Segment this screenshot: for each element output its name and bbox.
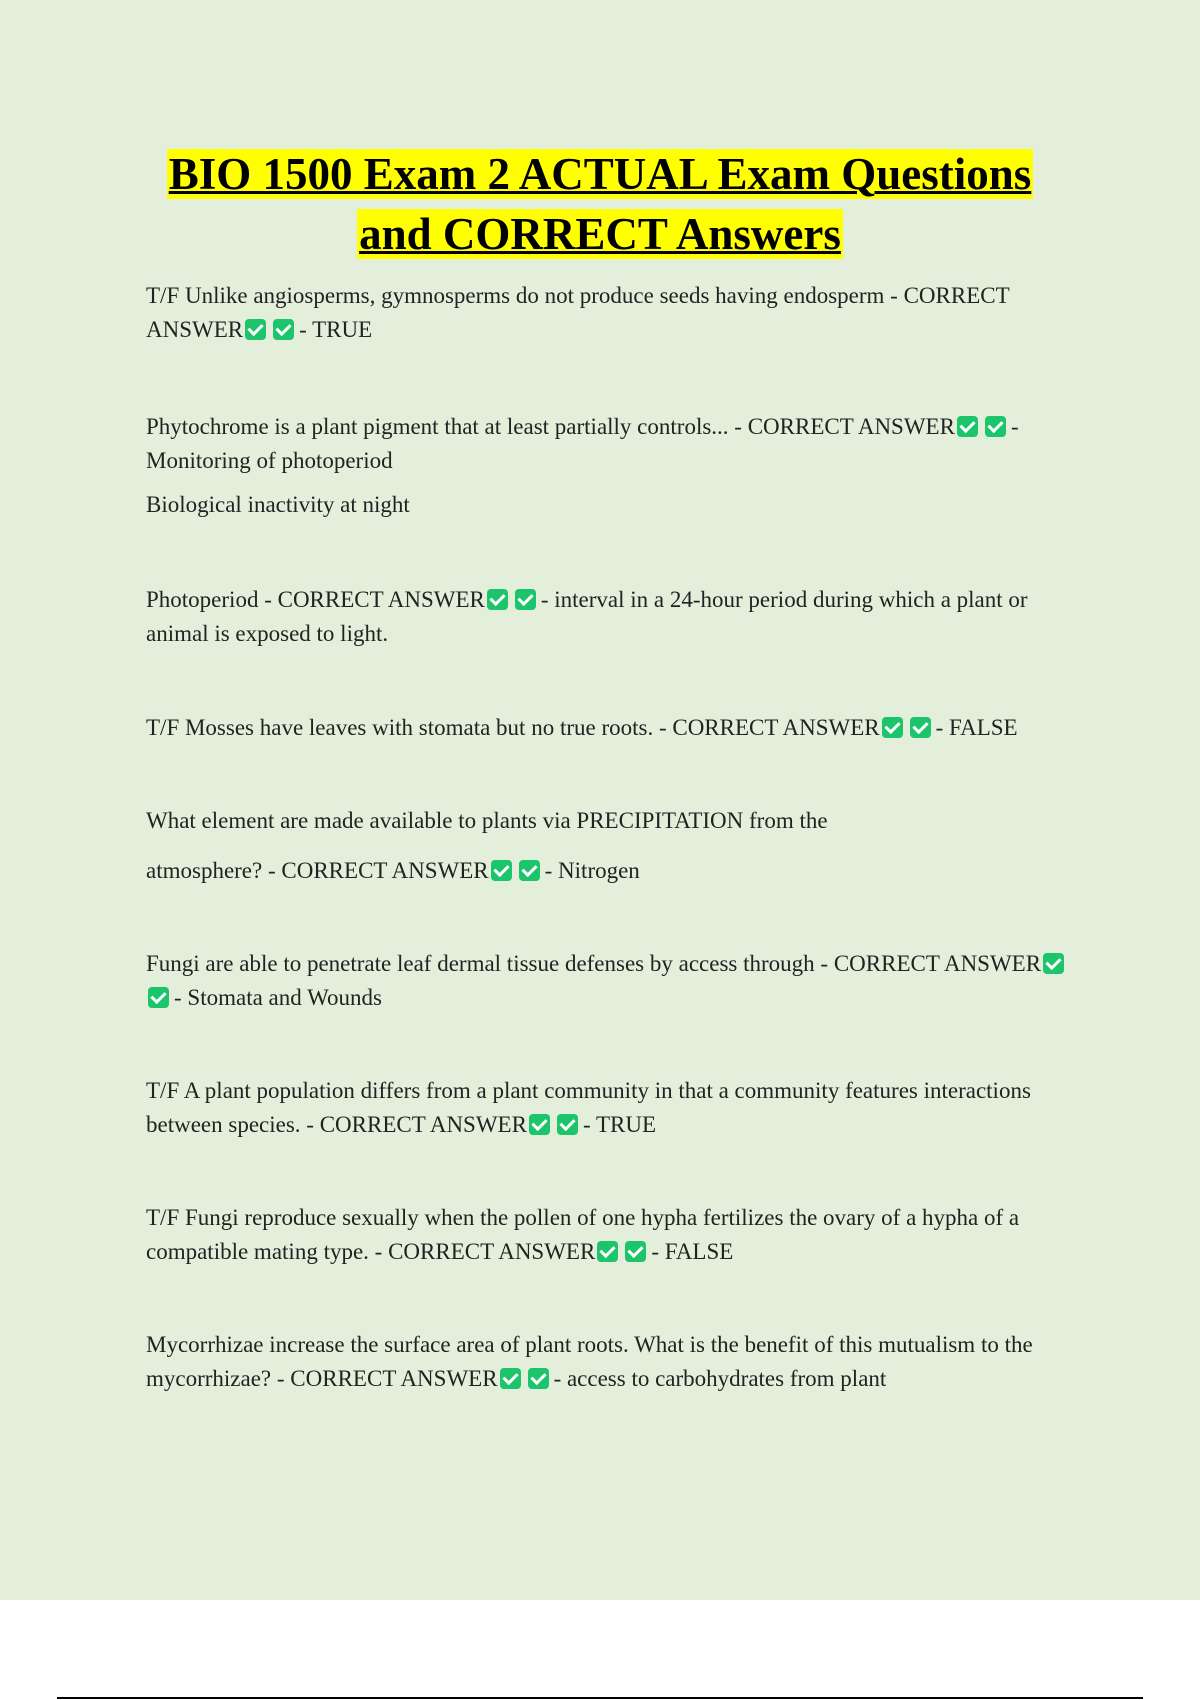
qa-item (146, 1328, 1086, 1396)
title-line-1: BIO 1500 Exam 2 ACTUAL Exam Questions (168, 149, 1032, 199)
answer-text: - TRUE (582, 1112, 656, 1137)
answer-text: - Nitrogen (544, 858, 640, 883)
check-icon (491, 860, 512, 881)
question-text: Mycorrhizae increase the surface area of plant roots. What is the benefit of this mutualism to the mycorrhizae? - CORRECT ANSWER (146, 1332, 1033, 1391)
check-icon (557, 1114, 578, 1135)
answer-text: - interval in a 24-hour period during which a plant or animal is exposed to light. (146, 587, 1028, 646)
qa-item (146, 804, 1086, 888)
question-text: T/F Mosses have leaves with stomata but no true roots. - CORRECT ANSWER (146, 715, 880, 740)
answer-text: - FALSE (935, 715, 1018, 740)
check-icon (625, 1241, 646, 1262)
question-text-line-1: What element are made available to plants via PRECIPITATION from the (146, 808, 828, 833)
answer-text: - TRUE (299, 317, 373, 342)
question-text: T/F Fungi reproduce sexually when the pollen of one hypha fertilizes the ovary of a hypha of a compatible mating type. - CORRECT ANSWER (146, 1205, 1020, 1264)
check-icon (528, 1368, 549, 1389)
check-icon (515, 589, 536, 610)
answer-extra-line: Biological inactivity at night (146, 492, 410, 517)
check-icon (148, 987, 169, 1008)
answer-text: - access to carbohydrates from plant (553, 1366, 887, 1391)
check-icon (882, 717, 903, 738)
title-line-2: and CORRECT Answers (359, 209, 841, 259)
check-icon (910, 717, 931, 738)
question-text: T/F Unlike angiosperms, gymnosperms do not produce seeds having endosperm - CORRECT ANSWER (146, 283, 1010, 342)
check-icon (1043, 953, 1064, 974)
question-text: Photoperiod - CORRECT ANSWER (146, 587, 485, 612)
qa-item (146, 1074, 1086, 1142)
qa-item (146, 410, 1086, 522)
question-text: Fungi are able to penetrate leaf dermal tissue defenses by access through - CORRECT ANSWER (146, 951, 1042, 976)
qa-item (146, 1201, 1086, 1269)
check-icon (273, 319, 294, 340)
check-icon (597, 1241, 618, 1262)
answer-text: - FALSE (651, 1239, 734, 1264)
check-icon (519, 860, 540, 881)
qa-item (146, 711, 1086, 745)
answer-text: - Stomata and Wounds (174, 985, 382, 1010)
footer-divider (57, 1697, 1143, 1699)
document-title (0, 0, 1200, 264)
check-icon (487, 589, 508, 610)
check-icon (245, 319, 266, 340)
question-text: Phytochrome is a plant pigment that at least partially controls... - CORRECT ANSWER (146, 414, 955, 439)
answer-text: - Monitoring of photoperiod (146, 414, 1019, 473)
check-icon (529, 1114, 550, 1135)
question-text: atmosphere? - CORRECT ANSWER (146, 858, 489, 883)
qa-item (146, 583, 1086, 651)
qa-item (146, 947, 1086, 1015)
check-icon (985, 416, 1006, 437)
check-icon (957, 416, 978, 437)
check-icon (500, 1368, 521, 1389)
qa-item (146, 279, 1086, 347)
question-text: T/F A plant population differs from a plant community in that a community features interactions between species. - CORRECT ANSWER (146, 1078, 1031, 1137)
